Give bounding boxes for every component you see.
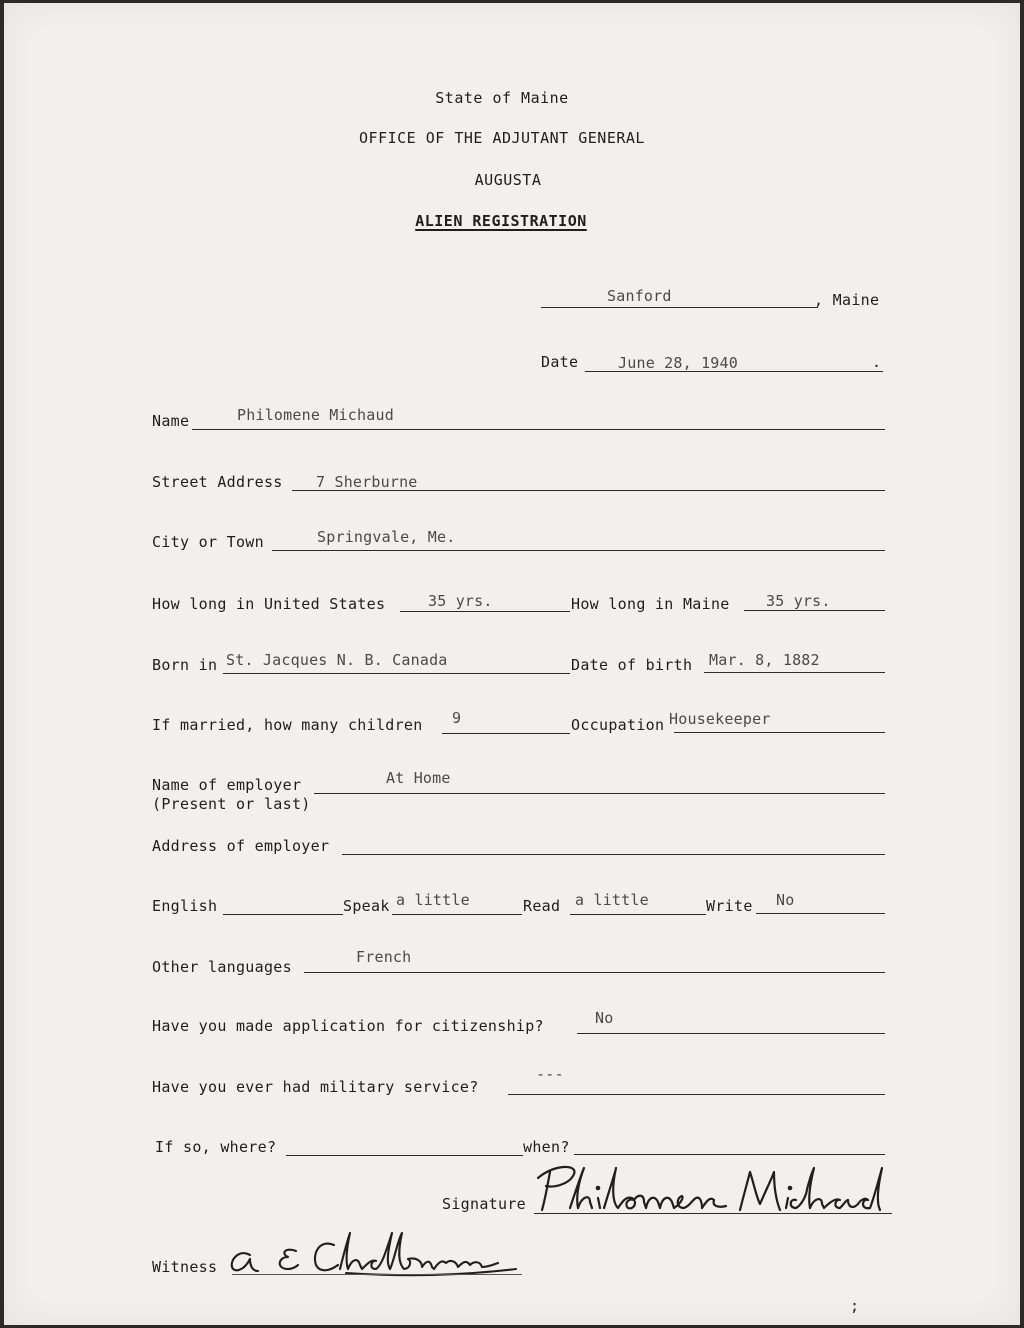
other-languages-line (304, 972, 885, 973)
town-line (541, 307, 818, 308)
when-label: when? (523, 1138, 570, 1156)
dob-value: Mar. 8, 1882 (709, 651, 820, 669)
city-value: Springvale, Me. (317, 528, 456, 546)
street-value: 7 Sherburne (316, 473, 418, 491)
children-label: If married, how many children (152, 716, 423, 734)
witness-label: Witness (152, 1258, 218, 1276)
citizenship-line (577, 1033, 885, 1034)
write-value: No (776, 891, 795, 909)
document-page (4, 3, 1020, 1325)
us-duration-line (400, 611, 570, 612)
english-label: English (152, 897, 218, 915)
when-line (574, 1154, 885, 1155)
applicant-signature (534, 1158, 914, 1228)
employer-address-label: Address of employer (152, 837, 330, 855)
maine-duration-label: How long in Maine (571, 595, 730, 613)
other-languages-value: French (356, 948, 412, 966)
where-label: If so, where? (155, 1138, 277, 1156)
state-suffix: , Maine (814, 291, 880, 309)
read-label: Read (523, 897, 561, 915)
footer-mark: ; (850, 1297, 860, 1315)
occupation-line (674, 732, 885, 733)
occupation-label: Occupation (571, 716, 665, 734)
name-value: Philomene Michaud (237, 406, 394, 424)
write-label: Write (706, 897, 753, 915)
date-value: June 28, 1940 (618, 354, 738, 372)
office-heading: OFFICE OF THE ADJUTANT GENERAL (359, 129, 645, 147)
signature-line (534, 1213, 892, 1214)
name-line (192, 429, 885, 430)
city-heading: AUGUSTA (474, 171, 542, 189)
dob-label: Date of birth (571, 656, 693, 674)
speak-label: Speak (343, 897, 390, 915)
english-line (223, 914, 343, 915)
form-title: ALIEN REGISTRATION (415, 212, 587, 230)
witness-line (232, 1274, 522, 1275)
maine-duration-line (744, 610, 885, 611)
employer-address-line (342, 854, 885, 855)
born-value: St. Jacques N. B. Canada (226, 651, 448, 669)
state-heading: State of Maine (435, 89, 569, 107)
where-line (286, 1155, 523, 1156)
city-label: City or Town (152, 533, 264, 551)
speak-value: a little (396, 891, 470, 909)
date-label: Date (541, 353, 579, 371)
employer-sublabel: (Present or last) (152, 795, 311, 813)
street-label: Street Address (152, 473, 283, 491)
dob-line (704, 672, 885, 673)
date-line (585, 371, 883, 372)
military-value: --- (536, 1065, 564, 1083)
born-label: Born in (152, 656, 218, 674)
citizenship-label: Have you made application for citizenship? (152, 1017, 544, 1035)
employer-line (314, 793, 885, 794)
us-duration-value: 35 yrs. (428, 592, 493, 610)
born-line (223, 673, 570, 674)
military-line (508, 1094, 885, 1095)
date-trailing: . (872, 353, 882, 371)
speak-line (392, 914, 522, 915)
us-duration-label: How long in United States (152, 595, 386, 613)
maine-duration-value: 35 yrs. (766, 592, 831, 610)
children-value: 9 (452, 709, 462, 727)
occupation-value: Housekeeper (669, 710, 771, 728)
other-languages-label: Other languages (152, 958, 292, 976)
military-label: Have you ever had military service? (152, 1078, 479, 1096)
employer-label: Name of employer (152, 776, 302, 794)
signature-label: Signature (442, 1195, 526, 1213)
street-line (292, 490, 885, 491)
employer-value: At Home (386, 769, 451, 787)
children-line (442, 733, 570, 734)
read-value: a little (575, 891, 649, 909)
read-line (570, 914, 706, 915)
write-line (756, 913, 885, 914)
city-line (272, 550, 885, 551)
town-value: Sanford (607, 287, 672, 305)
name-label: Name (152, 412, 190, 430)
citizenship-value: No (595, 1009, 614, 1027)
